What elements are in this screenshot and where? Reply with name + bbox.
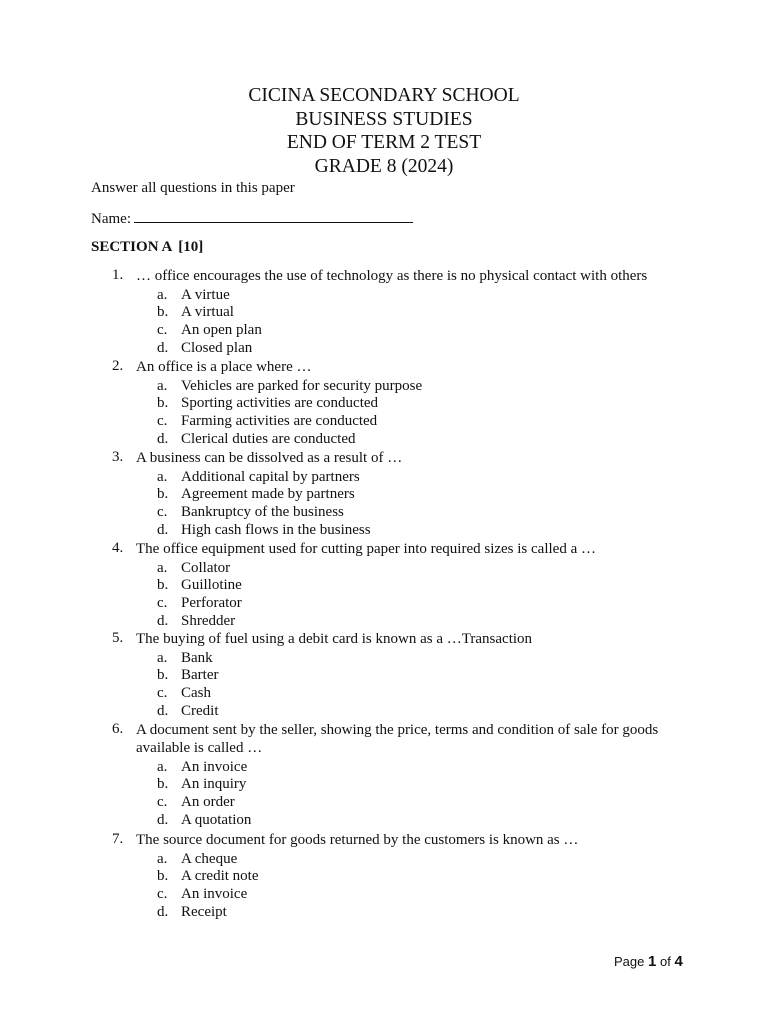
of-label: of [659,954,671,969]
option-text: Clerical duties are conducted [181,431,356,447]
option-text: Additional capital by partners [181,469,360,485]
option-letter: b. [157,667,169,683]
total-pages-number: 4 [674,953,683,970]
option-letter: a. [157,287,168,303]
option-text: Receipt [181,904,227,920]
question-number: 5. [112,630,124,646]
option-letter: d. [157,904,169,920]
option-letter: b. [157,577,169,593]
option-letter: b. [157,395,169,411]
name-label: Name: [91,211,131,227]
option-text: Farming activities are conducted [181,413,378,429]
option-text: Collator [181,560,231,576]
option-letter: a. [157,378,168,394]
option-text: Cash [181,685,211,701]
question-text: An office is a place where … [136,359,312,375]
option-letter: c. [157,685,168,701]
option-text: An invoice [181,759,248,775]
option-letter: b. [157,304,169,320]
subject-title: BUSINESS STUDIES [295,108,473,130]
option-letter: a. [157,759,168,775]
instructions: Answer all questions in this paper [91,180,295,196]
option-letter: b. [157,868,169,884]
option-text: Perforator [181,595,242,611]
option-letter: d. [157,812,169,828]
school-name: CICINA SECONDARY SCHOOL [248,85,520,106]
option-text: Bank [181,650,213,666]
section-heading [91,239,203,256]
name-blank-line [134,208,413,223]
option-letter: a. [157,851,168,867]
question-number: 1. [112,267,124,283]
option-letter: c. [157,322,168,338]
option-text: An inquiry [181,776,247,792]
option-letter: b. [157,776,169,792]
option-text: Agreement made by partners [181,486,355,502]
option-text: An open plan [181,322,262,338]
question-text: The buying of fuel using a debit card is known as a …Transaction [136,631,533,647]
option-text: An invoice [181,886,248,902]
question-number: 3. [112,449,124,465]
test-title: END OF TERM 2 TEST [286,132,482,153]
option-text: A virtual [181,304,234,320]
question-text: The office equipment used for cutting paper into required sizes is called a … [136,541,596,557]
name-field-line [91,208,413,228]
option-letter: a. [157,469,168,485]
option-text: Shredder [181,613,236,629]
section-title: SECTION A [91,239,173,255]
question-number: 2. [112,358,124,374]
question-number: 4. [112,540,124,556]
question-number: 7. [112,831,124,847]
option-text: A quotation [181,812,252,828]
option-letter: d. [157,703,169,719]
option-text: An order [181,794,235,810]
document-header [0,84,768,178]
page-label: Page [614,954,645,969]
option-letter: d. [157,431,169,447]
option-letter: c. [157,886,168,902]
current-page-number: 1 [648,953,657,970]
option-text: Closed plan [181,340,253,356]
option-letter: d. [157,613,169,629]
option-letter: d. [157,522,169,538]
option-letter: c. [157,504,168,520]
question-text: A business can be dissolved as a result of … [136,450,403,466]
option-letter: b. [157,486,169,502]
option-text: Guillotine [181,577,242,593]
question-number: 6. [112,721,124,737]
option-letter: a. [157,560,168,576]
option-letter: c. [157,595,168,611]
question-text: A document sent by the seller, showing the price, terms and condition of sale for goods available is called … [136,722,659,757]
section-marks: [10] [178,239,204,255]
question-text: The source document for goods returned by the customers is known as … [136,832,579,848]
option-text: Credit [181,703,219,719]
option-letter: c. [157,413,168,429]
question-text: … office encourages the use of technology as there is no physical contact with others [136,268,648,284]
option-letter: a. [157,650,168,666]
option-text: Sporting activities are conducted [181,395,379,411]
option-text: Bankruptcy of the business [181,504,344,520]
option-text: A credit note [181,868,259,884]
option-text: Vehicles are parked for security purpose [181,378,423,394]
option-text: Barter [181,667,219,683]
option-text: A cheque [181,851,238,867]
page-footer [614,953,683,970]
option-text: High cash flows in the business [181,522,371,538]
grade-title: GRADE 8 (2024) [314,155,454,177]
option-letter: d. [157,340,169,356]
option-letter: c. [157,794,168,810]
option-text: A virtue [181,287,230,303]
